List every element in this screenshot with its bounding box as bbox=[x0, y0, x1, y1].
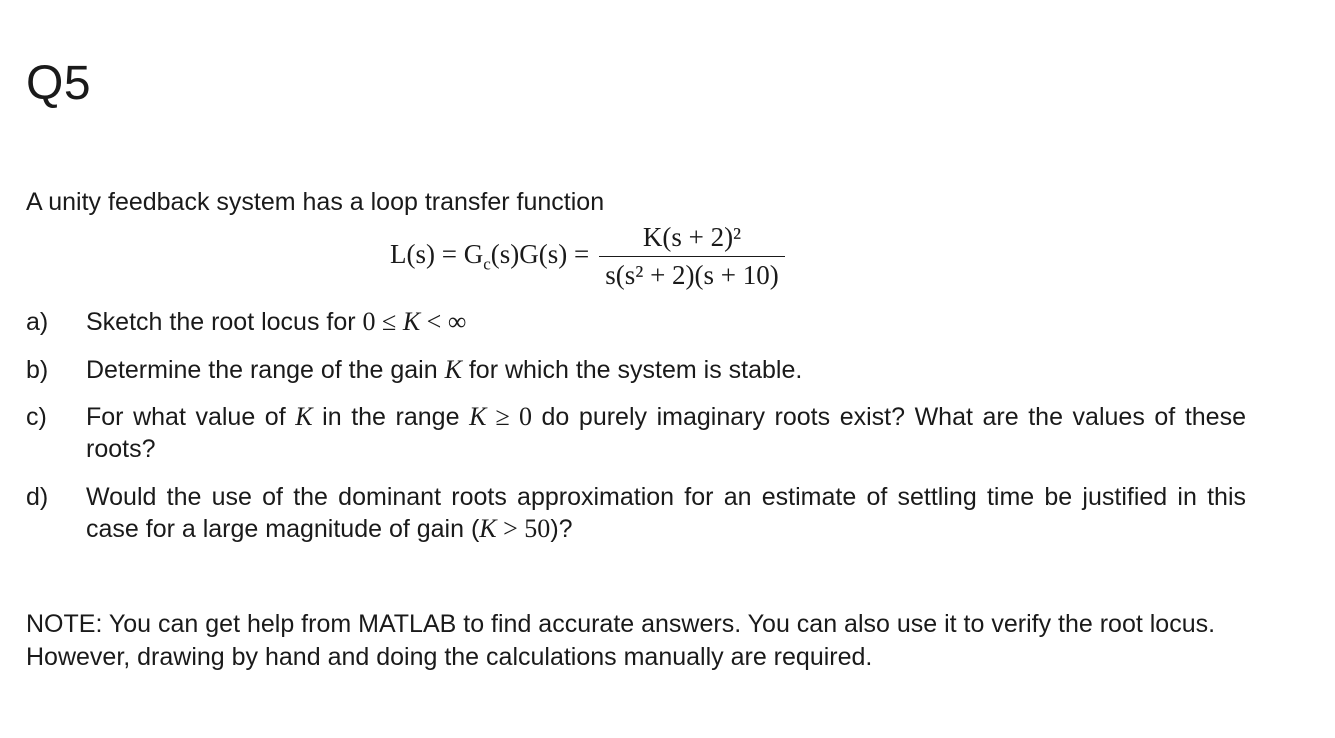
math-fragment: > 50 bbox=[496, 514, 551, 543]
math-inline: K bbox=[295, 402, 313, 431]
math-fragment: < ∞ bbox=[420, 307, 467, 336]
math-inline bbox=[363, 307, 467, 336]
equation-denominator: s(s² + 2)(s + 10) bbox=[605, 260, 779, 290]
math-inline bbox=[479, 514, 550, 543]
item-text: Sketch the root locus for 0 ≤ K < ∞ bbox=[86, 307, 467, 336]
equation-fraction bbox=[599, 222, 785, 291]
item-label: a) bbox=[26, 308, 49, 336]
intro-text: A unity feedback system has a loop transfer function bbox=[26, 188, 605, 216]
question-item-c bbox=[26, 401, 1246, 465]
math-variable-k: K bbox=[479, 514, 497, 543]
item-text: Determine the range of the gain K for which the system is stable. bbox=[86, 355, 803, 384]
math-inline bbox=[469, 402, 532, 431]
item-text: Would the use of the dominant roots approximation for an estimate of settling time be justified in this case for a large magnitude of gain (K > 50)? bbox=[86, 483, 1246, 543]
math-fragment: ≥ 0 bbox=[486, 402, 532, 431]
math-fragment: 0 ≤ bbox=[362, 307, 403, 336]
math-variable-k: K bbox=[402, 307, 421, 336]
question-title: Q5 bbox=[26, 57, 92, 110]
question-item-a bbox=[26, 306, 1246, 338]
math-inline: K bbox=[444, 355, 462, 384]
transfer-function-equation bbox=[390, 222, 785, 291]
note-text: NOTE: You can get help from MATLAB to find accurate answers. You can also use it to verify the root locus. However, drawing by hand and doing the calculations manually are required. bbox=[26, 610, 1216, 671]
question-item-d bbox=[26, 481, 1246, 545]
item-label: b) bbox=[26, 356, 49, 384]
item-label: c) bbox=[26, 403, 47, 431]
item-text: For what value of K in the range K ≥ 0 do purely imaginary roots exist? What are the values of these roots? bbox=[86, 402, 1246, 463]
math-variable-k: K bbox=[469, 402, 487, 431]
equation-lhs: $L(s) = G_c(s)G(s)$ = bbox=[390, 238, 590, 274]
equation-numerator: K(s + 2)² bbox=[642, 222, 742, 252]
question-item-b bbox=[26, 354, 1246, 386]
item-label: d) bbox=[26, 483, 49, 511]
